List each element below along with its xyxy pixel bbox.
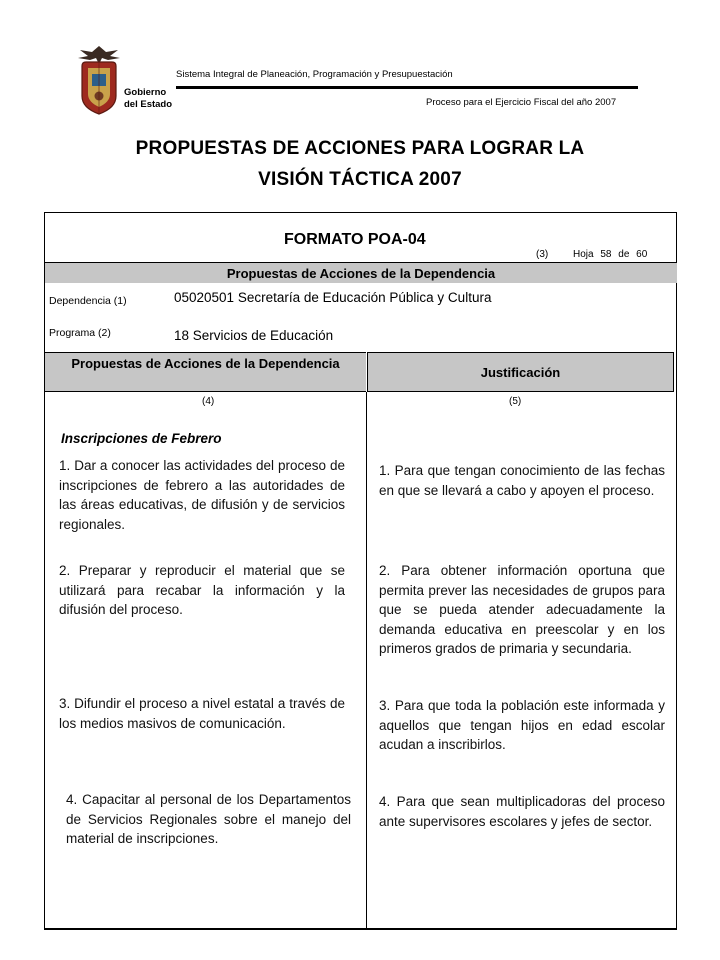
justification-item: 4. Para que sean multiplicadoras del proceso ante supervisores escolares y jefes de sector. [379,794,665,829]
justification-item: 1. Para que tengan conocimiento de las fechas en que se llevará a cabo y apoyen el proceso. [379,463,665,498]
fiscal-process: Proceso para el Ejercicio Fiscal del año 2007 [426,97,617,108]
form-border-right [676,212,677,930]
page-title-line1: PROPUESTAS DE ACCIONES PARA LOGRAR LA [135,138,585,159]
government-label: Gobierno del Estado [124,87,173,110]
form-border-left [44,212,45,930]
justification-column-ref: (5) [509,396,522,407]
action-item: 3. Difundir el proceso a nivel estatal a través de los medios masivos de comunicación. [59,696,345,731]
dependencia-label: Dependencia (1) [49,295,127,307]
justification-item: 3. Para que toda la población este informada y aquellos que tengan hijos en edad escolar acudan a inscribirlos. [379,698,665,752]
programa-label: Programa (2) [49,327,111,339]
action-item: 1. Dar a conocer las actividades del proceso de inscripciones de febrero a las autoridades de las áreas educativas, de difusión y de servicios regionales. [59,458,345,532]
justification-column-header: Justificación [367,352,674,392]
header-rule [176,86,638,89]
action-item: 4. Capacitar al personal de los Departamentos de Servicios Regionales sobre el manejo del material de inscripciones. [66,792,351,846]
form-border-top [44,212,677,213]
form-border-bottom [44,928,677,930]
column-divider [366,392,367,928]
sheet-counter: Hoja 58 de 60 [573,249,648,260]
actions-column-ref: (4) [202,396,215,407]
dependencia-value: 05020501 Secretaría de Educación Pública y Cultura [174,290,492,305]
sheet-ref: (3) [536,249,549,260]
format-name: FORMATO POA-04 [284,231,426,248]
justification-item: 2. Para obtener información oportuna que permita prever las necesidades de grupos para que se pueda atender adecuadamente la demanda educativa en preescolar y en los primeros grados de primaria y secundaria. [379,563,665,656]
actions-column-header: Propuestas de Acciones de la Dependencia [45,352,366,392]
section-title-bar: Propuestas de Acciones de la Dependencia [45,262,677,283]
page-title-line2: VISIÓN TÁCTICA 2007 [258,169,462,190]
state-coat-of-arms-icon [74,44,124,116]
programa-value: 18 Servicios de Educación [174,328,334,343]
section-subtitle: Inscripciones de Febrero [61,431,222,446]
system-name: Sistema Integral de Planeación, Programación y Presupuestación [176,69,453,80]
action-item: 2. Preparar y reproducir el material que se utilizará para recabar la información y la difusión del proceso. [59,563,345,617]
